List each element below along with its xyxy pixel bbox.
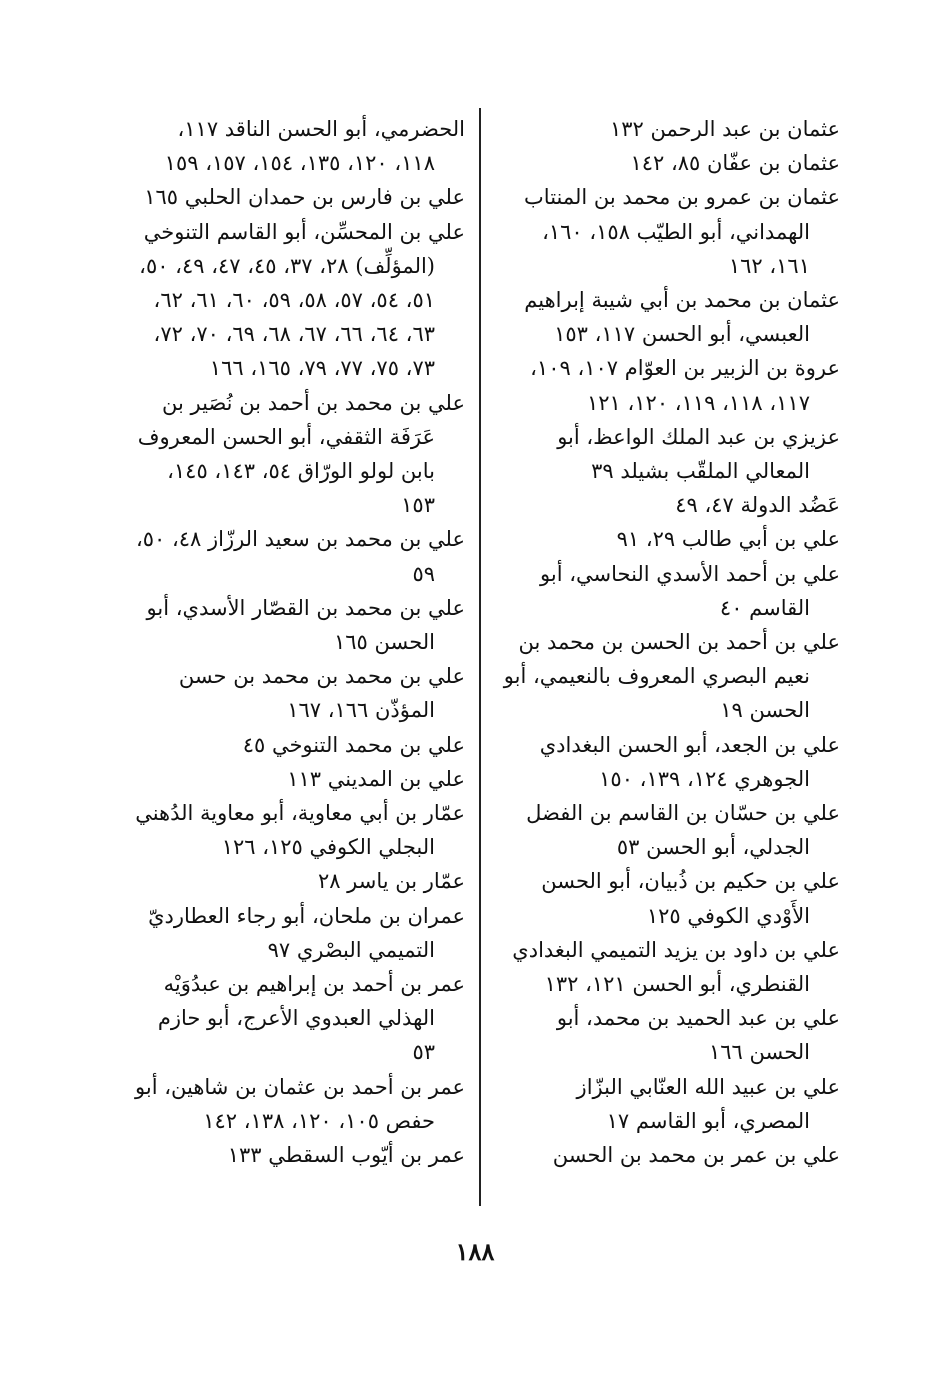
index-entry: عمّار بن ياسر ٢٨ (317, 869, 465, 894)
index-entry: عزيزي بن عبد الملك الواعظ، أبو المعالي الملقّب بشيلد ٣٩ (557, 424, 840, 484)
page-number: ١٨٨ (455, 1237, 495, 1266)
index-entry: علي بن المديني ١١٣ (287, 766, 465, 791)
index-entry: علي بن محمد بن سعيد الرزّاز ٤٨، ٥٠، ٥٩ (135, 527, 465, 586)
column-divider (479, 108, 481, 1206)
index-entry: علي بن عمر بن محمد بن الحسن (552, 1143, 840, 1168)
index-entry: عمّار بن أبي معاوية، أبو معاوية الدُهني البجلي الكوفي ١٢٥، ١٢٦ (135, 801, 465, 860)
index-entry: علي بن حسّان بن القاسم بن الفضل الجدلي، أبو الحسن ٥٣ (526, 801, 840, 860)
index-entry: عمر بن أحمد بن عثمان بن شاهين، أبو حفص ١٠٥، ١٢٠، ١٣٨، ١٤٢ (135, 1074, 465, 1133)
index-entry: علي بن داود بن يزيد التميمي البغدادي القنطري، أبو الحسن ١٢١، ١٣٢ (512, 937, 840, 997)
index-entry: علي بن أبي طالب ٢٩، ٩١ (616, 527, 840, 552)
index-entry: عثمان بن محمد بن أبي شيبة إبراهيم العبسي، أبو الحسن ١١٧، ١٥٣ (524, 288, 840, 347)
index-entry: عمر بن أيّوب السقطي ١٣٣ (227, 1143, 465, 1168)
right-column (495, 112, 840, 1172)
index-entry: عثمان بن عبد الرحمن ١٣٢ (609, 117, 840, 141)
index-entry: علي بن حكيم بن ذُبيان، أبو الحسن الأَوْدي الكوفي ١٢٥ (541, 869, 840, 928)
index-entry: علي بن عبد الحميد بن محمد، أبو الحسن ١٦٦ (556, 1006, 840, 1065)
index-entry: عثمان بن عمرو بن محمد بن المنتاب الهمداني، أبو الطيّب ١٥٨، ١٦٠، ١٦١، ١٦٢ (524, 185, 840, 278)
index-entry: علي بن أحمد الأسدي النحاسي، أبو القاسم ٤٠ (540, 561, 840, 620)
index-entry: علي بن فارس بن حمدان الحلبي ١٦٥ (144, 185, 465, 210)
index-entry: علي بن عبيد الله العنّابي البزّاز المصري، أبو القاسم ١٧ (576, 1074, 840, 1133)
index-entry: عثمان بن عفّان ٨٥، ١٤٢ (630, 151, 840, 176)
index-entry: الحضرمي، أبو الحسن الناقد ١١٧، ١١٨، ١٢٠، ١٣٥، ١٥٤، ١٥٧، ١٥٩ (164, 117, 465, 176)
index-entry: علي بن محمد بن القصّار الأسدي، أبو الحسن ١٦٥ (146, 595, 465, 655)
index-entry: عروة بن الزبير بن العوّام ١٠٧، ١٠٩، ١١٧، ١١٨، ١١٩، ١٢٠، ١٢١ (530, 356, 840, 415)
index-entry: علي بن محمد بن محمد بن حسن المؤذّن ١٦٦، ١٦٧ (178, 664, 465, 723)
index-entry: عَضُد الدولة ٤٧، ٤٩ (675, 493, 840, 518)
index-entry: عمر بن أحمد بن إبراهيم بن عبدُوَيْه الهذلي العبدوي الأعرج، أبو حازم ٥٣ (157, 972, 465, 1065)
index-entry: علي بن الجعد، أبو الحسن البغدادي الجوهري ١٢٤، ١٣٩، ١٥٠ (539, 732, 840, 791)
index-entry: علي بن أحمد بن الحسن بن محمد بن نعيم البصري المعروف بالنعيمي، أبو الحسن ١٩ (503, 630, 840, 723)
left-column (135, 112, 465, 1172)
index-entry: علي بن محمد بن أحمد بن نُصَير بن عَرَفَة الثقفي، أبو الحسن المعروف بابن لولو الورّاق ٥٤، ١٤٣، ١٤٥، ١٥٣ (137, 390, 465, 518)
index-entry: علي بن محمد التنوخي ٤٥ (242, 732, 465, 757)
index-entry: عمران بن ملحان، أبو رجاء العطارديّ التميمي البصْري ٩٧ (148, 903, 465, 962)
index-entry: علي بن المحسِّن، أبو القاسم التنوخي (المؤلِّف) ٢٨، ٣٧، ٤٥، ٤٧، ٤٩، ٥٠، ٥١، ٥٤، ٥٧، ٥٨، ٥٩، ٦٠، ٦١، ٦٢، ٦٣، ٦٤، ٦٦، ٦٧، ٦٨، ٦٩، ٧٠، ٧٢، ٧٣، ٧٥، ٧٧، ٧٩، ١٦٥، ١٦٦ (139, 219, 465, 381)
